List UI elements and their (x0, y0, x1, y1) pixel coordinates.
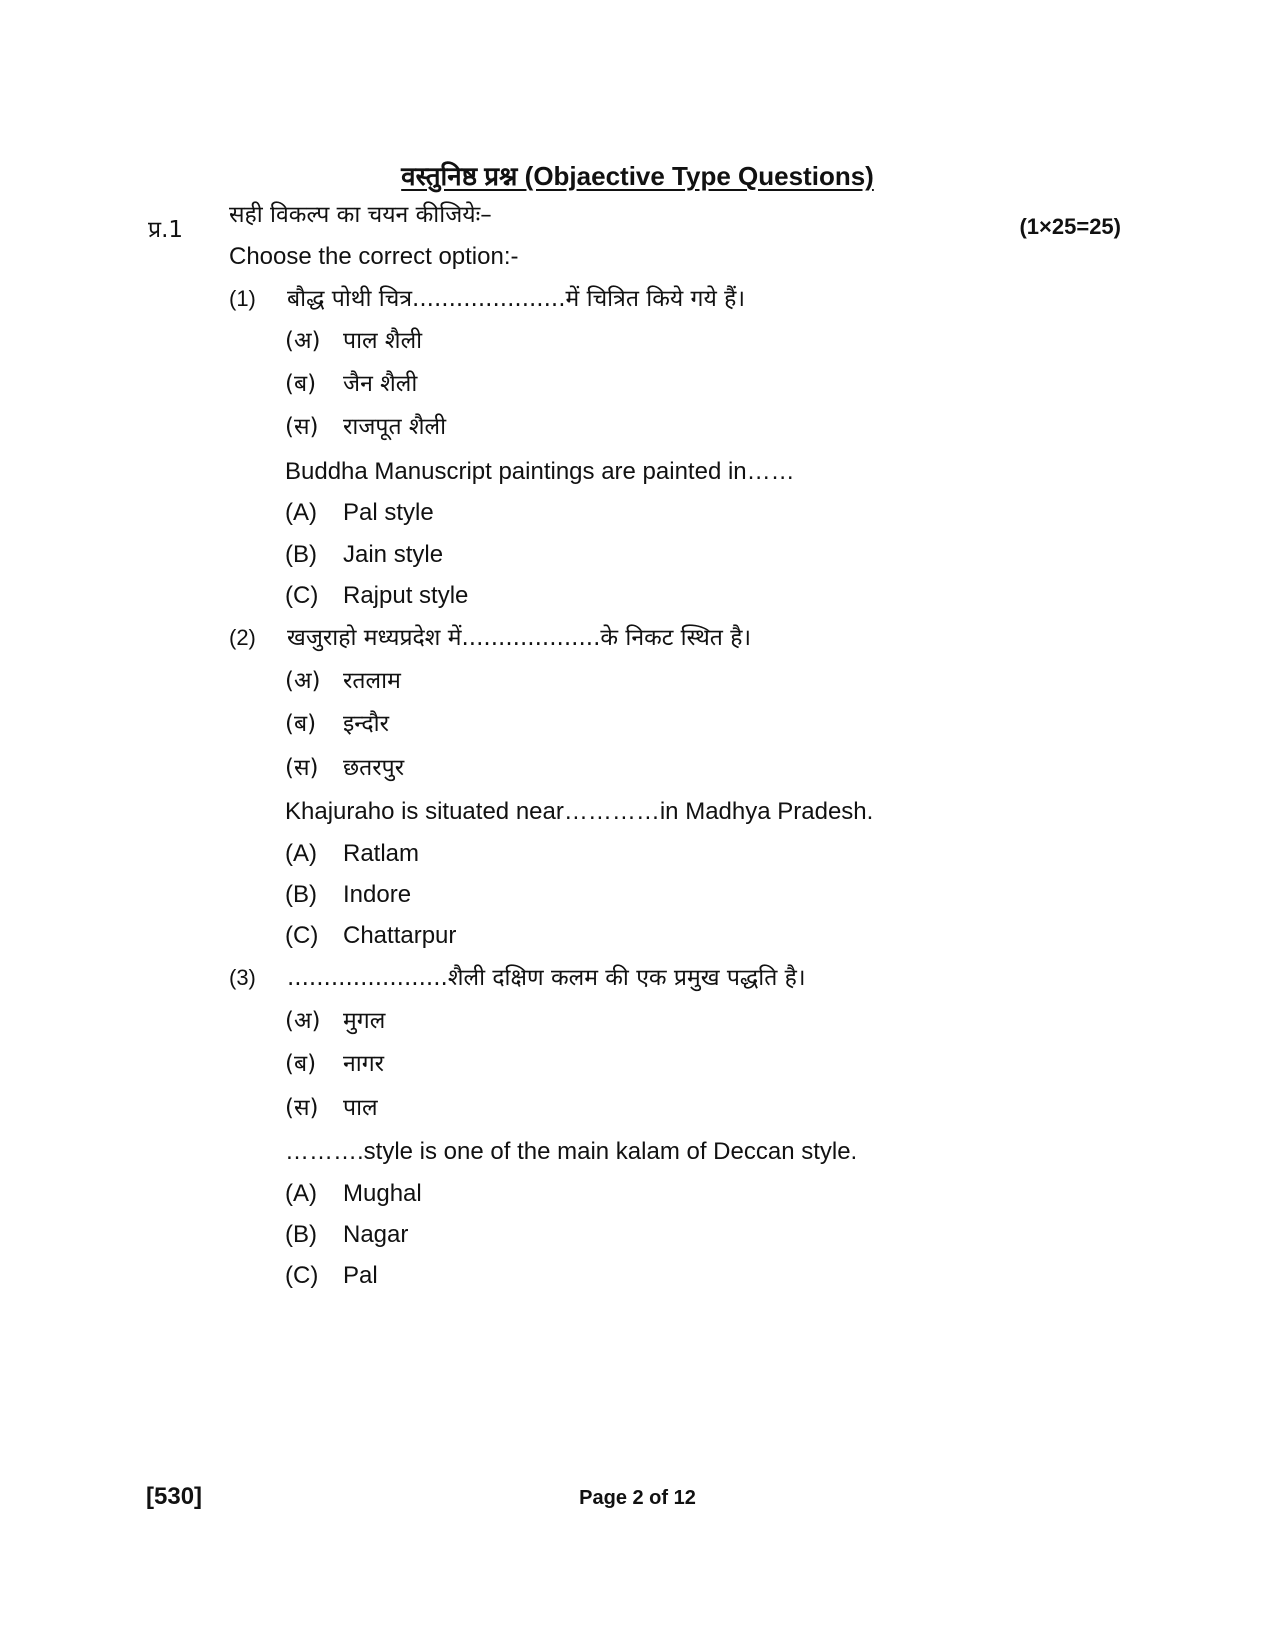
option-text: पाल शैली (343, 328, 423, 354)
option-label: (B) (285, 541, 317, 568)
option-label: (A) (285, 840, 317, 867)
option-label: (B) (285, 881, 317, 908)
option-text: Nagar (343, 1221, 409, 1248)
option-text: Pal style (343, 499, 434, 526)
question-2-hindi (229, 623, 751, 653)
paper-code: [530] (146, 1483, 203, 1510)
option-text: रतलाम (343, 668, 401, 694)
question-3-option-en-b (285, 1220, 408, 1250)
question-1-option-hi-c (285, 412, 446, 442)
option-text: छतरपुर (343, 755, 405, 781)
option-label: (C) (285, 1262, 319, 1289)
question-2-option-en-b (285, 880, 411, 910)
option-label: (ब) (285, 371, 317, 397)
question-2-text-hindi: खजुराहो मध्यप्रदेश में...................के निकट स्थित है। (287, 625, 752, 651)
question-3-english: ……….style is one of the main kalam of Deccan style. (285, 1138, 858, 1165)
option-text: Rajput style (343, 582, 469, 609)
question-2-option-en-a (285, 839, 419, 869)
question-2-number: (2) (229, 625, 256, 650)
question-3-number: (3) (229, 965, 256, 990)
option-label: (स) (285, 414, 319, 440)
question-1-hindi (229, 284, 745, 314)
instruction-hindi: सही विकल्प का चयन कीजियेः– (229, 202, 492, 228)
question-3-option-en-c (285, 1261, 378, 1291)
page-number: Page 2 of 12 (579, 1487, 696, 1509)
question-1-option-en-c (285, 581, 468, 611)
question-2-option-hi-b (285, 709, 389, 739)
question-1-option-hi-a (285, 326, 422, 356)
option-text: Pal (343, 1262, 378, 1289)
question-3-option-hi-b (285, 1049, 384, 1079)
option-label: (A) (285, 499, 317, 526)
question-1-option-en-b (285, 540, 443, 570)
instruction-english: Choose the correct option:- (229, 243, 519, 270)
question-2-option-en-c (285, 921, 456, 951)
option-label: (C) (285, 582, 319, 609)
option-text: मुगल (343, 1008, 386, 1034)
option-label: (C) (285, 922, 319, 949)
option-label: (अ) (285, 668, 321, 694)
option-label: (अ) (285, 328, 321, 354)
question-2-option-hi-c (285, 753, 404, 783)
option-label: (ब) (285, 1051, 317, 1077)
question-1-text-hindi: बौद्ध पोथी चित्र.....................में चित्रित किये गये हैं। (287, 286, 746, 312)
option-label: (ब) (285, 711, 317, 737)
option-text: जैन शैली (343, 371, 418, 397)
question-1-english: Buddha Manuscript paintings are painted in…… (285, 458, 795, 485)
option-text: नागर (343, 1051, 385, 1077)
option-label: (स) (285, 755, 319, 781)
option-label: (B) (285, 1221, 317, 1248)
option-text: Chattarpur (343, 922, 457, 949)
question-2-option-hi-a (285, 666, 401, 696)
option-text: Jain style (343, 541, 444, 568)
section-title: वस्तुनिष्ठ प्रश्न (Objaective Type Questions) (401, 161, 874, 191)
question-3-option-hi-a (285, 1006, 385, 1036)
option-text: इन्दौर (343, 711, 389, 737)
option-text: Indore (343, 881, 412, 908)
option-label: (स) (285, 1095, 319, 1121)
marks-label: (1×25=25) (1019, 214, 1121, 239)
option-label: (A) (285, 1180, 317, 1207)
question-3-hindi (229, 963, 806, 993)
option-text: Mughal (343, 1180, 422, 1207)
question-3-text-hindi: ......................शैली दक्षिण कलम की एक प्रमुख पद्धति है। (287, 965, 806, 991)
option-text: पाल (343, 1095, 378, 1121)
option-text: राजपूत शैली (343, 414, 447, 440)
question-2-english: Khajuraho is situated near…………in Madhya Pradesh. (285, 798, 874, 825)
question-1-number: (1) (229, 286, 256, 311)
question-3-option-en-a (285, 1179, 422, 1209)
option-label: (अ) (285, 1008, 321, 1034)
option-text: Ratlam (343, 840, 420, 867)
question-1-option-en-a (285, 498, 434, 528)
question-3-option-hi-c (285, 1093, 378, 1123)
question-1-option-hi-b (285, 369, 417, 399)
question-number: प्र.1 (148, 217, 184, 243)
